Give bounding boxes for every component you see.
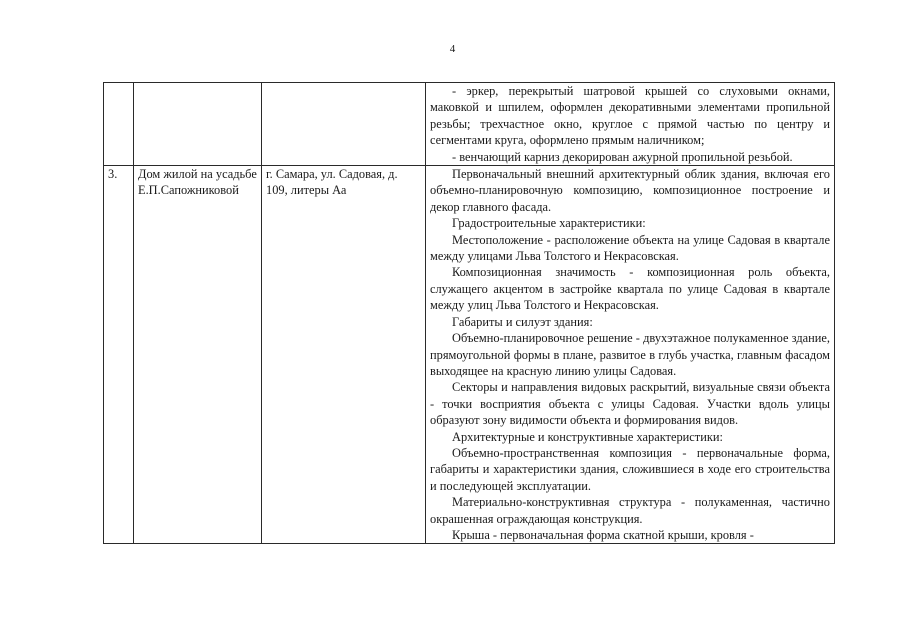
object-description-cell <box>426 83 835 166</box>
row-number-cell: 3. <box>104 166 134 544</box>
description-paragraph: Материально-конструктивная структура - полукаменная, частично окрашенная ограждающая конструкция. <box>430 495 830 526</box>
section-heading: Градостроительные характеристики: <box>452 216 646 231</box>
object-address-cell: г. Самара, ул. Садовая, д. 109, литеры Аа <box>262 166 426 544</box>
row-number-cell <box>104 83 134 166</box>
description-paragraph: Композиционная значимость - композиционная роль объекта, служащего акцентом в застройке квартала по улице Садовая в квартале между улиц Льва Толстого и Некрасовская. <box>430 265 830 313</box>
table-row <box>104 83 835 166</box>
description-paragraph: Местоположение - расположение объекта на улице Садовая в квартале между улицами Льва Толстого и Некрасовская. <box>430 232 830 264</box>
object-name-cell: Дом жилой на усадьбе Е.П.Сапожниковой <box>134 166 262 544</box>
page-number: 4 <box>449 43 456 55</box>
description-paragraph: - венчающий карниз декорирован ажурной пропильной резьбой. <box>452 149 793 164</box>
description-paragraph: Крыша - первоначальная форма скатной крыши, кровля - <box>452 527 754 542</box>
table-row <box>104 166 835 544</box>
object-name-cell <box>134 83 262 166</box>
object-description-cell <box>426 166 835 544</box>
object-address-cell <box>262 83 426 166</box>
description-paragraph: - эркер, перекрытый шатровой крышей со слуховыми окнами, маковкой и шпилем, оформлен декоративными элементами пропильной резьбы; трехчастное окно, круглое с прямой частью по центру и сегментами круга, оформлено прямым наличником; <box>430 84 830 148</box>
description-paragraph: Первоначальный внешний архитектурный облик здания, включая его объемно-планировочную композицию, композиционное построение и декор главного фасада. <box>430 167 830 214</box>
description-paragraph: Секторы и направления видовых раскрытий, визуальные связи объекта - точки восприятия объекта с улицы Садовая. Участки вдоль улицы образуют зону видимости объекта и формирования видов. <box>430 380 830 428</box>
description-paragraph: Объемно-пространственная композиция - первоначальные форма, габариты и характеристики здания, сложившиеся в ходе его строительства и последующей эксплуатации. <box>430 445 830 493</box>
heritage-objects-table <box>103 82 835 544</box>
description-paragraph: Объемно-планировочное решение - двухэтажное полукаменное здание, прямоугольной формы в плане, развитое в глубь участка, главным фасадом выходящее на красную линию улицы Садовая. <box>430 331 830 378</box>
section-heading: Габариты и силуэт здания: <box>452 314 593 329</box>
section-heading: Архитектурные и конструктивные характеристики: <box>452 429 723 444</box>
